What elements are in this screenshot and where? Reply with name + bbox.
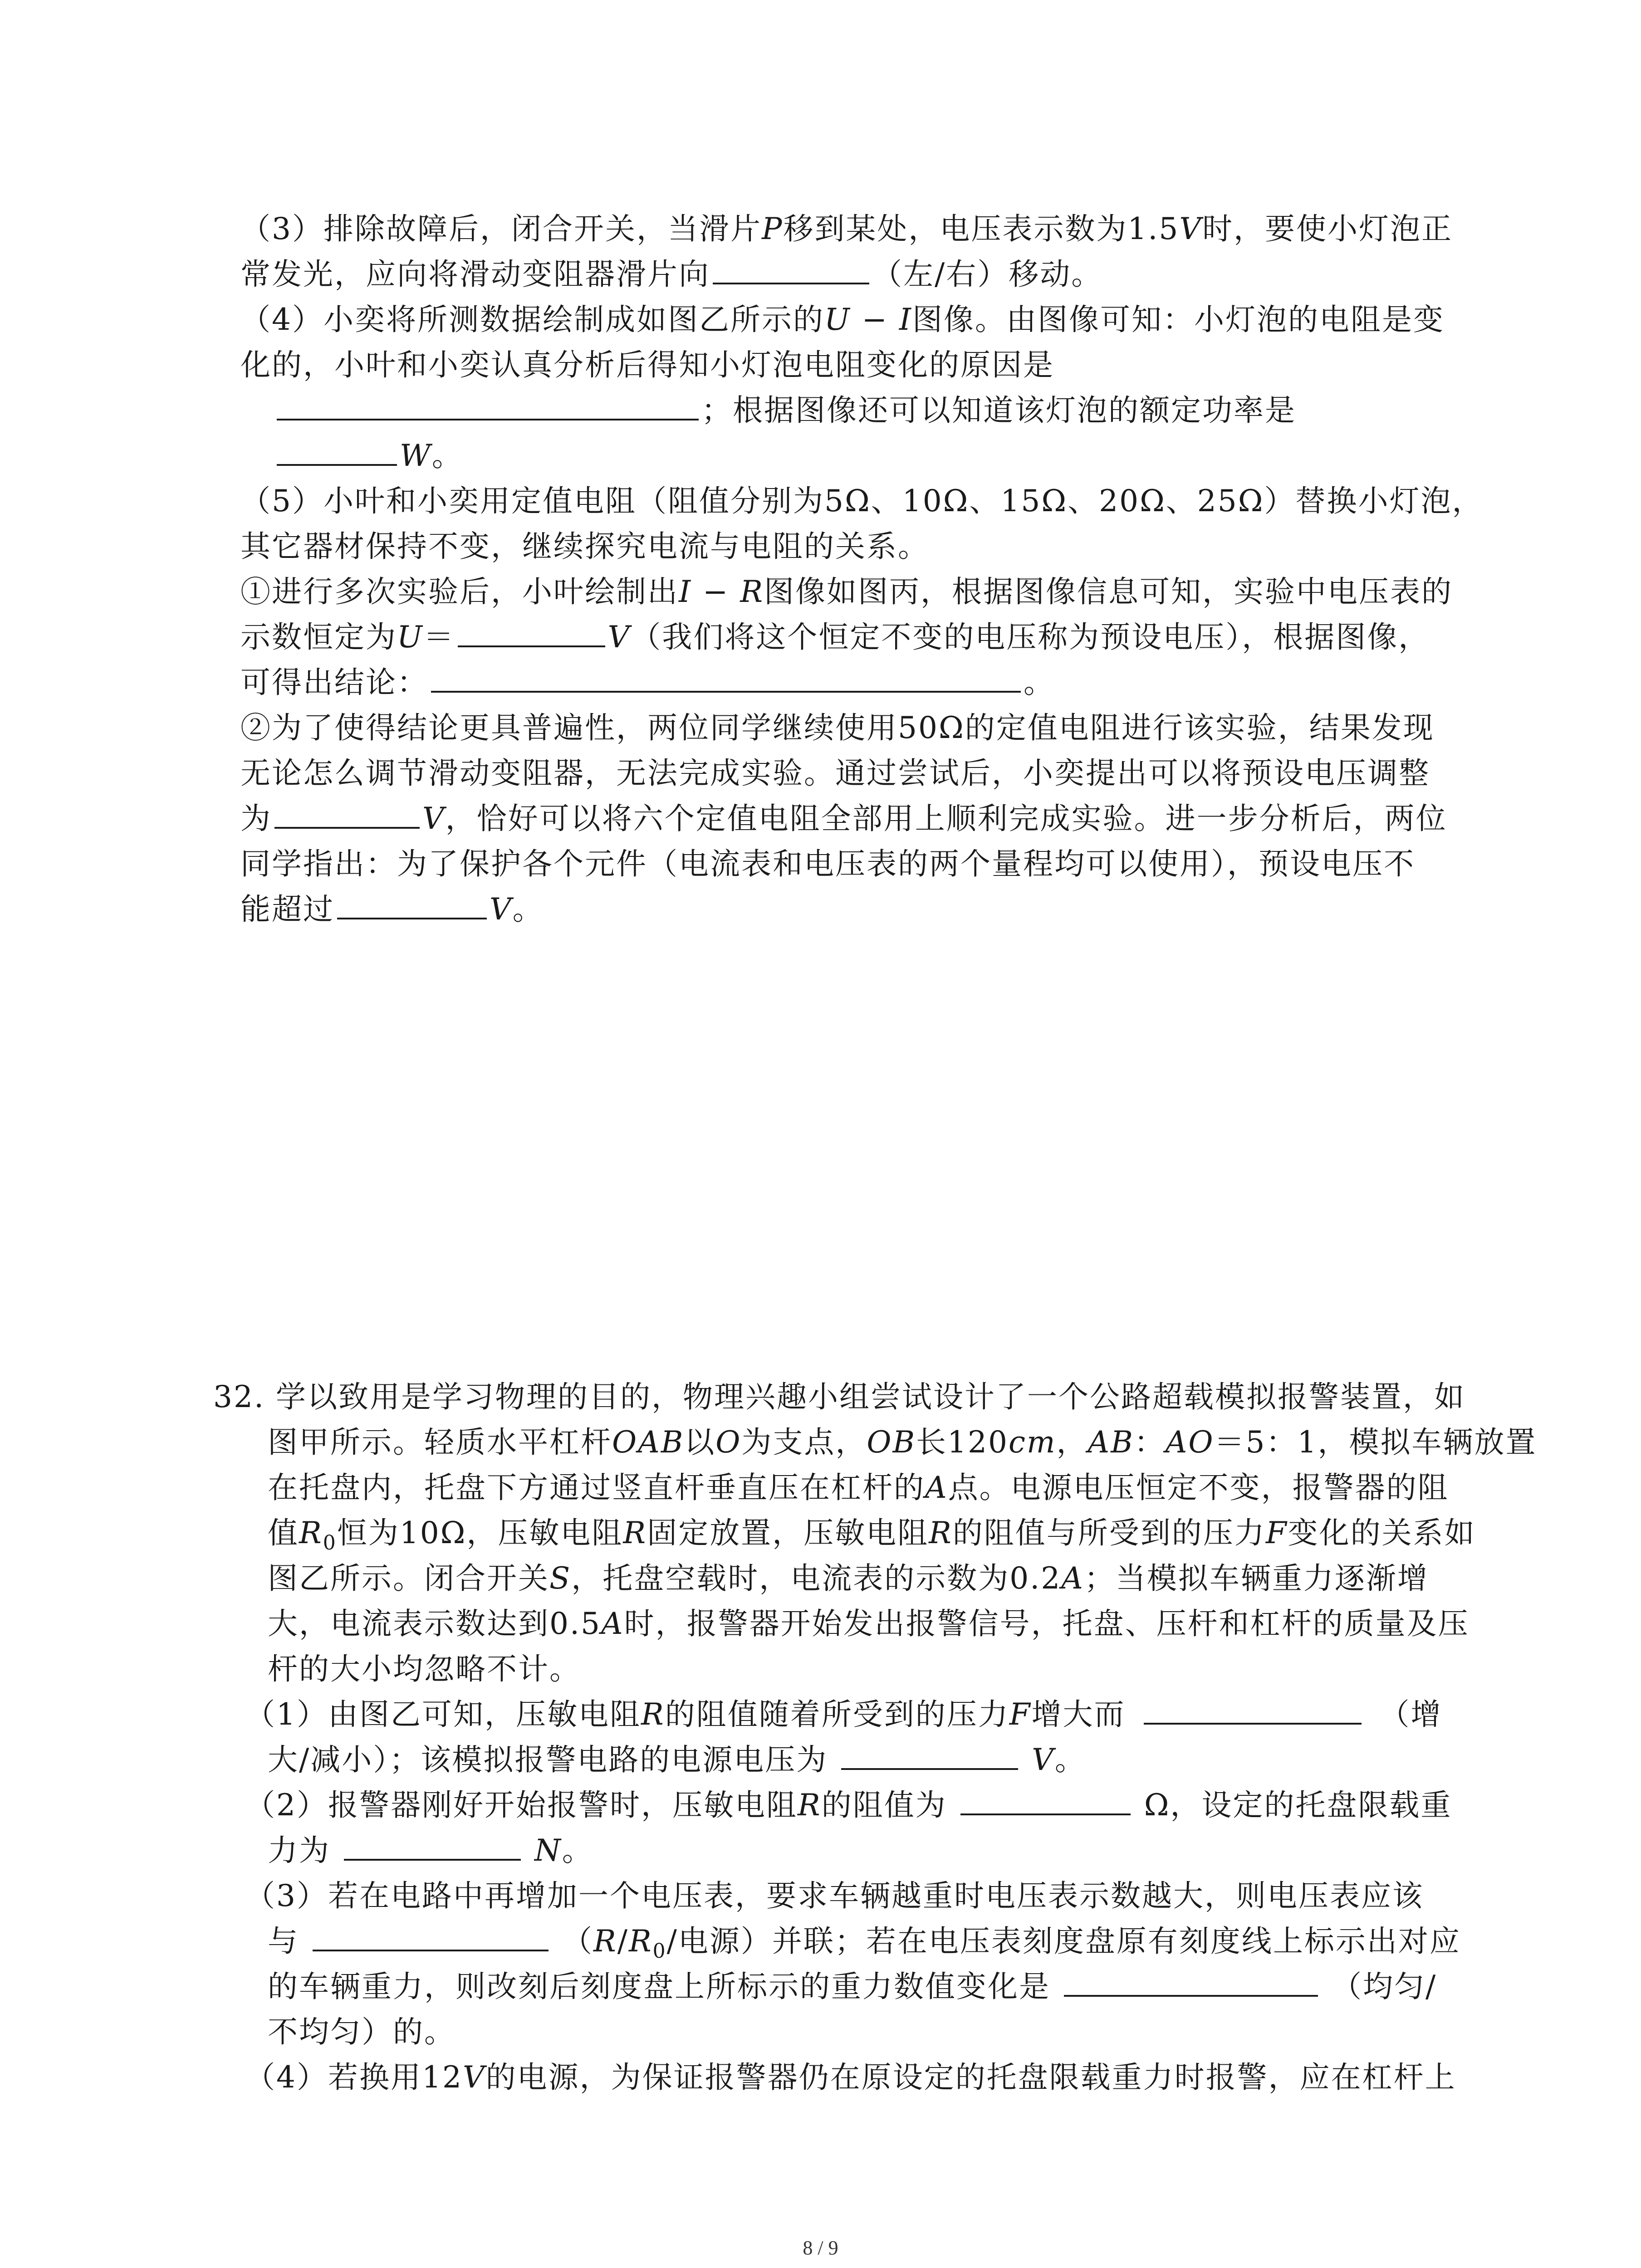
q5-sub1-line-1: ①进行多次实验后，小叶绘制出I − R图像如图丙，根据图像信息可知，实验中电压表的: [240, 574, 1453, 609]
q32-line-2: 图甲所示。轻质水平杠杆OAB以O为支点，OB长120cm，AB：AO＝5：1，模拟车辆放置: [268, 1425, 1537, 1460]
q5-sub2-line-3: 为 V，恰好可以将六个定值电阻全部用上顺利完成实验。进一步分析后，两位: [240, 796, 1438, 841]
q3-line-1: （3）排除故障后，闭合开关，当滑片P移到某处，电压表示数为1.5V时，要使小灯泡正: [240, 211, 1453, 246]
question-32: [213, 1374, 1537, 2100]
q5-sub1-line-3: 可得出结论： 。: [240, 660, 1438, 705]
q32-line-3: 在托盘内，托盘下方通过竖直杆垂直压在杠杆的A点。电源电压恒定不变，报警器的阻: [268, 1470, 1449, 1505]
answer-blank[interactable]: [274, 799, 420, 829]
q4-line-4: W。: [240, 433, 1438, 479]
q5-sub1-line-2: 示数恒定为U＝ V（我们将这个恒定不变的电压称为预设电压），根据图像，: [240, 615, 1438, 660]
q4-line-2: 化的，小叶和小奕认真分析后得知小灯泡电阻变化的原因是: [240, 347, 1054, 382]
q32-sub3-line-2: 与 （$R/R_0/$电源）并联；若在电压表刻度盘原有刻度线上标示出对应: [213, 1919, 1447, 1964]
q32-sub3-line-1: （3）若在电路中再增加一个电压表，要求车辆越重时电压表示数越大，则电压表应该: [245, 1878, 1424, 1913]
q32-line-6: 大，电流表示数达到0.5A时，报警器开始发出报警信号，托盘、压杆和杠杆的质量及压: [268, 1606, 1470, 1641]
q32-line-5: 图乙所示。闭合开关S，托盘空载时，电流表的示数为0.2A；当模拟车辆重力逐渐增: [268, 1561, 1429, 1596]
q5-sub2-line-5: 能超过 V。: [240, 887, 1438, 932]
q32-line-4: 值$R_0$恒为10Ω，压敏电阻R固定放置，压敏电阻R的阻值与所受到的压力F变化的关系如: [268, 1515, 1476, 1555]
page-number: 8 / 9: [803, 2237, 838, 2259]
answer-blank[interactable]: [337, 890, 487, 919]
q32-sub1-line-2: 大/减小）；该模拟报警电路的电源电压为 V。: [213, 1737, 1447, 1783]
answer-blank[interactable]: [277, 436, 397, 466]
q32-line-7: 杆的大小均忽略不计。: [268, 1652, 581, 1686]
q32-sub2-line-1: （2）报警器刚好开始报警时，压敏电阻R的阻值为 Ω，设定的托盘限载重: [213, 1783, 1447, 1828]
answer-blank[interactable]: [841, 1740, 1018, 1770]
q5-sub2-line-1: ②为了使得结论更具普遍性，两位同学继续使用50Ω的定值电阻进行该实验，结果发现: [240, 710, 1435, 745]
q32-line-1: 32. 学以致用是学习物理的目的，物理兴趣小组尝试设计了一个公路超载模拟报警装置，如: [213, 1379, 1465, 1414]
q32-sub4-line-1: （4）若换用12V的电源，为保证报警器仍在原设定的托盘限载重力时报警，应在杠杆上: [245, 2060, 1456, 2095]
answer-blank[interactable]: [431, 663, 1021, 693]
q32-sub1-line-1: （1）由图乙可知，压敏电阻R的阻值随着所受到的压力F增大而 （增: [213, 1692, 1447, 1737]
q4-line-3: ；根据图像还可以知道该灯泡的额定功率是: [240, 388, 1438, 433]
answer-blank[interactable]: [458, 617, 605, 647]
answer-blank[interactable]: [344, 1831, 521, 1861]
q32-sub2-line-2: 力为 N。: [213, 1828, 1447, 1873]
q5-line-1: （5）小叶和小奕用定值电阻（阻值分别为5Ω、10Ω、15Ω、20Ω、25Ω）替换小灯泡，: [240, 484, 1484, 518]
question-number: 32.: [213, 1379, 265, 1414]
q4-line-1: （4）小奕将所测数据绘制成如图乙所示的U − I图像。由图像可知：小灯泡的电阻是变: [240, 302, 1445, 337]
answer-blank[interactable]: [713, 254, 869, 284]
answer-blank[interactable]: [313, 1921, 549, 1951]
q32-sub3-line-3: 的车辆重力，则改刻后刻度盘上所标示的重力数值变化是 （均匀/: [213, 1964, 1447, 2009]
answer-blank[interactable]: [1144, 1695, 1362, 1725]
answer-blank[interactable]: [1064, 1967, 1318, 1997]
answer-blank[interactable]: [277, 391, 699, 420]
q5-sub2-line-4: 同学指出：为了保护各个元件（电流表和电压表的两个量程均可以使用），预设电压不: [240, 846, 1415, 881]
q32-sub3-line-4: 不均匀）的。: [268, 2014, 456, 2049]
answer-blank[interactable]: [960, 1785, 1131, 1815]
q3-line-2: 常发光，应向将滑动变阻器滑片向 （左/右）移动。: [240, 252, 1438, 297]
q5-line-2: 其它器材保持不变，继续探究电流与电阻的关系。: [240, 529, 929, 564]
question-31-continued: [240, 206, 1484, 932]
q5-sub2-line-2: 无论怎么调节滑动变阻器，无法完成实验。通过尝试后，小奕提出可以将预设电压调整: [240, 756, 1430, 791]
